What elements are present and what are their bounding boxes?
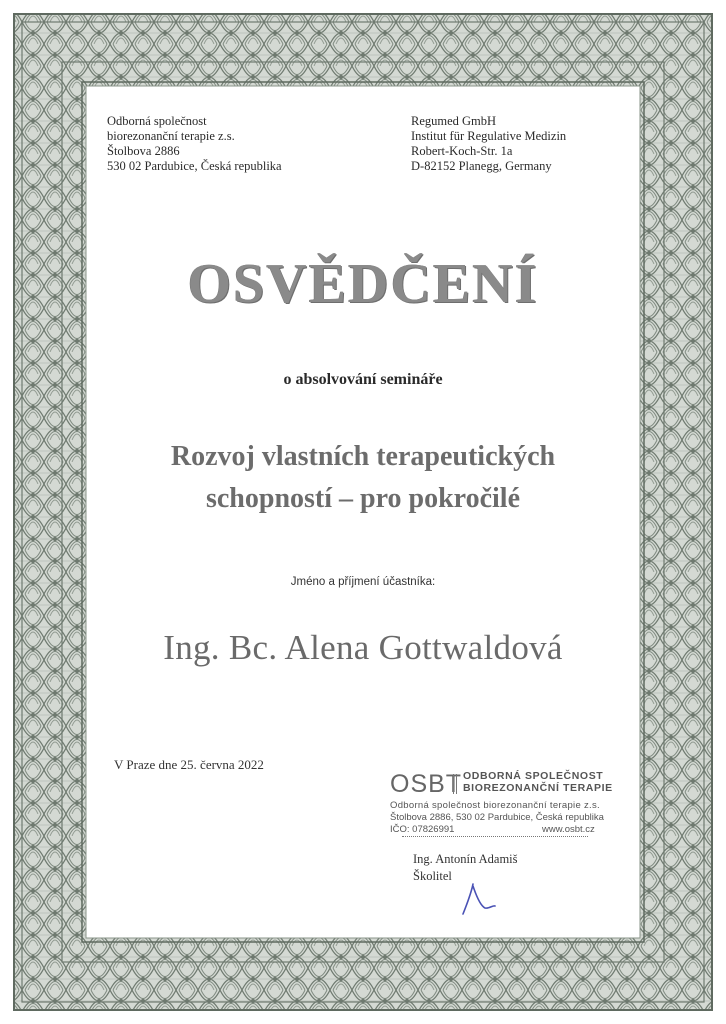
issuer-right-line1: Regumed GmbH xyxy=(411,114,497,128)
issuer-address-right xyxy=(411,114,566,174)
stamp-org-line2: BIOREZONANČNÍ TERAPIE xyxy=(463,781,613,794)
stamp-line1: Odborná společnost biorezonanční terapie z.s. xyxy=(390,800,600,811)
issuer-left-line2: biorezonanční terapie z.s. xyxy=(107,129,235,143)
participant-name: Ing. Bc. Alena Gottwaldová xyxy=(163,628,563,667)
issuer-right-line4: D-82152 Planegg, Germany xyxy=(411,159,552,173)
stamp-website: www.osbt.cz xyxy=(542,824,595,835)
issuer-right-line2: Institut für Regulative Medizin xyxy=(411,129,567,143)
stamp-line3: IČO: 07826991 xyxy=(390,824,455,835)
course-title-line2: schopností – pro pokročilé xyxy=(205,483,520,514)
certificate-title: OSVĚDČENÍ xyxy=(187,253,539,315)
stamp-org-name xyxy=(463,771,613,794)
stamp-org-line1: ODBORNÁ SPOLEČNOST xyxy=(463,770,604,782)
issuer-left-line3: Štolbova 2886 xyxy=(107,144,180,158)
handwritten-signature xyxy=(455,872,505,922)
certificate-subtitle: o absolvování semináře xyxy=(283,371,443,388)
signatory-role: Školitel xyxy=(413,869,452,883)
issuer-left-line1: Odborná společnost xyxy=(107,114,207,128)
course-title xyxy=(0,436,726,520)
participant-label: Jméno a příjmení účastníka: xyxy=(290,576,436,588)
issuer-left-line4: 530 02 Pardubice, Česká republika xyxy=(107,159,282,173)
signatory-name: Ing. Antonín Adamiš xyxy=(413,852,518,866)
stamp-logo: OSBT xyxy=(390,770,463,798)
issuer-right-line3: Robert-Koch-Str. 1a xyxy=(411,144,513,158)
issuer-address-left xyxy=(107,114,282,174)
stamp-divider xyxy=(453,774,457,794)
stamp-line2: Štolbova 2886, 530 02 Pardubice, Česká republika xyxy=(390,812,604,823)
place-date: V Praze dne 25. června 2022 xyxy=(114,757,264,772)
signature-line xyxy=(402,836,588,837)
course-title-line1: Rozvoj vlastních terapeutických xyxy=(170,441,556,472)
